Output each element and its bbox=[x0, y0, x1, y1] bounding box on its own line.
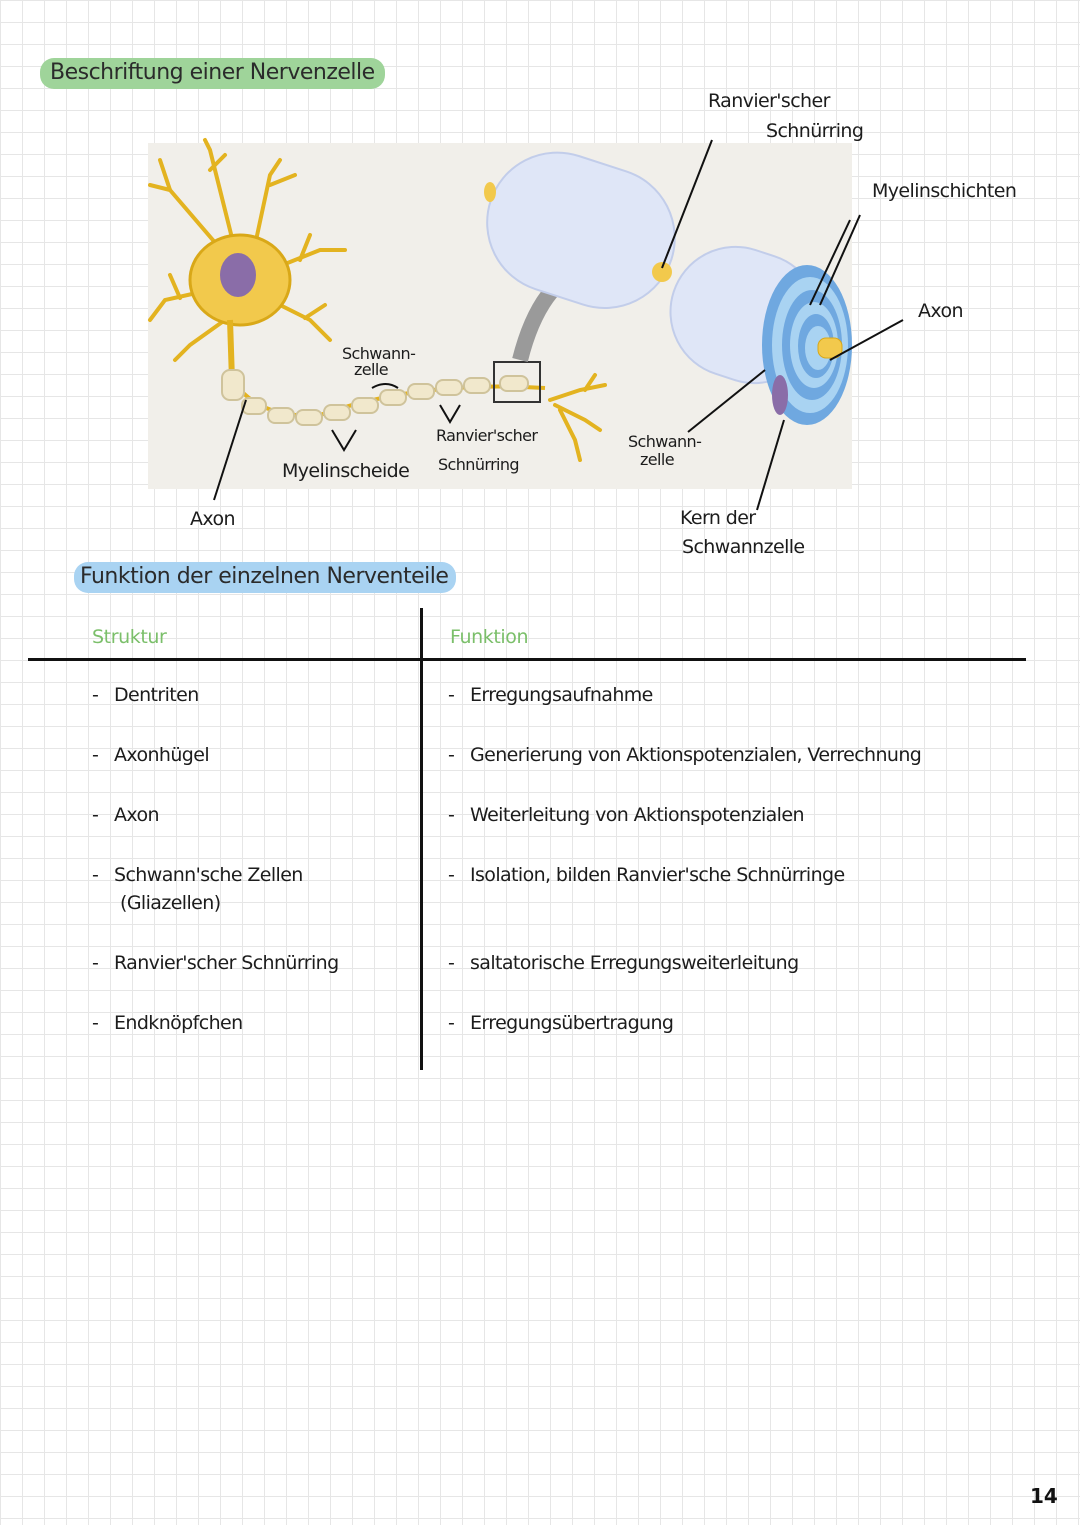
label-kern-2: Schwannzelle bbox=[682, 536, 805, 558]
table-row-structure: - Axonhügel bbox=[92, 744, 210, 766]
page-number: 14 bbox=[1030, 1484, 1058, 1508]
table-row-structure: - Schwann'sche Zellen bbox=[92, 864, 303, 886]
table-row-function: - saltatorische Erregungsweiterleitung bbox=[448, 952, 799, 974]
table-row-structure-note: (Gliazellen) bbox=[120, 892, 221, 914]
function-title: Funktion der einzelnen Nerventeile bbox=[74, 562, 456, 593]
nucleus bbox=[220, 253, 256, 297]
diagram-title: Beschriftung einer Nervenzelle bbox=[40, 58, 385, 89]
label-myelinschichten: Myelinschichten bbox=[872, 180, 1017, 202]
table-row-function: - Weiterleitung von Aktionspotenzialen bbox=[448, 804, 804, 826]
label-schwann-right-2: zelle bbox=[640, 450, 674, 469]
table-row-function: - Isolation, bilden Ranvier'sche Schnürringe bbox=[448, 864, 845, 886]
label-ranvier-top: Ranvier'scher bbox=[708, 90, 830, 112]
label-schwann-right: Schwann- bbox=[628, 432, 702, 451]
label-ranvier-mid: Ranvier'scher bbox=[436, 426, 538, 445]
label-kern: Kern der bbox=[680, 507, 756, 529]
label-ranvier-mid-2: Schnürring bbox=[438, 455, 519, 474]
label-schwann-left-2: zelle bbox=[354, 360, 388, 379]
header-structure: Struktur bbox=[92, 626, 167, 648]
table-row-function: - Erregungsaufnahme bbox=[448, 684, 653, 706]
table-row-structure: - Endknöpfchen bbox=[92, 1012, 243, 1034]
label-myelinscheide: Myelinscheide bbox=[282, 460, 410, 482]
table-row-function: - Erregungsübertragung bbox=[448, 1012, 674, 1034]
header-function: Funktion bbox=[450, 626, 529, 648]
table-row-function: - Generierung von Aktionspotenzialen, Verrechnung bbox=[448, 744, 922, 766]
table-row-structure: - Ranvier'scher Schnürring bbox=[92, 952, 339, 974]
table-vertical-rule bbox=[420, 608, 423, 1070]
table-horizontal-rule bbox=[28, 658, 1026, 661]
label-schwann-left: Schwann- bbox=[342, 344, 416, 363]
label-ranvier-top-2: Schnürring bbox=[766, 120, 864, 142]
label-axon-right: Axon bbox=[918, 300, 963, 322]
table-row-structure: - Dentriten bbox=[92, 684, 199, 706]
label-axon-left: Axon bbox=[190, 508, 235, 530]
table-row-structure: - Axon bbox=[92, 804, 159, 826]
